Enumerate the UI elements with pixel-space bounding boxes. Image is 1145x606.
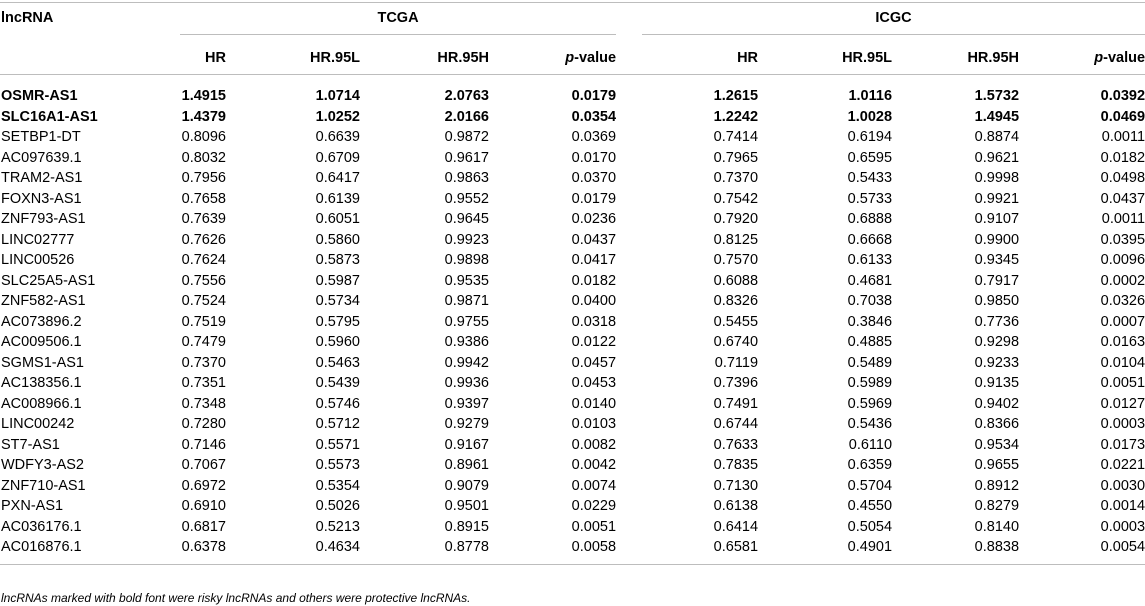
lncrna-name-cell: SGMS1-AS1	[1, 354, 84, 371]
icgc-hr95l-cell: 0.5489	[847, 354, 893, 371]
tcga-hr-cell: 0.7348	[181, 395, 226, 412]
tcga-hr95l-cell: 0.5795	[315, 313, 360, 330]
tcga-pvalue-cell: 0.0140	[571, 395, 617, 412]
icgc-pvalue-header: p-value	[1019, 41, 1145, 75]
icgc-hr95h-cell: 0.9402	[974, 395, 1020, 412]
icgc-hr95h-cell: 0.9655	[974, 457, 1020, 474]
table-row	[0, 127, 1145, 148]
icgc-hr95l-cell: 0.5969	[847, 395, 893, 412]
tcga-hr95h-cell: 0.9755	[444, 313, 489, 330]
tcga-pvalue-cell: 0.0236	[571, 211, 617, 228]
tcga-hr95h-cell: 0.9552	[444, 190, 489, 207]
tcga-hr95h-cell: 0.8778	[444, 539, 489, 556]
lncrna-name-cell: SLC16A1-AS1	[1, 108, 98, 125]
tcga-hr-cell: 0.8032	[181, 149, 226, 166]
table-row	[0, 353, 1145, 374]
lncrna-name-cell: TRAM2-AS1	[1, 170, 83, 187]
tcga-hr95l-cell: 0.5960	[315, 334, 360, 351]
lncrna-name-cell: ZNF582-AS1	[1, 293, 86, 310]
table-row	[0, 189, 1145, 210]
icgc-hr95h-cell: 0.8279	[974, 498, 1020, 515]
icgc-hr-cell: 0.6581	[713, 539, 759, 556]
tcga-pvalue-cell: 0.0058	[571, 539, 617, 556]
tcga-hr95l-header: HR.95L	[226, 41, 360, 75]
lncrna-name-cell: OSMR-AS1	[1, 88, 78, 105]
icgc-hr-cell: 0.7370	[713, 170, 759, 187]
icgc-hr-cell: 0.7414	[713, 129, 759, 146]
icgc-pvalue-cell: 0.0173	[1100, 436, 1145, 453]
icgc-hr95l-cell: 1.0116	[848, 88, 893, 105]
icgc-hr95h-cell: 0.7917	[974, 272, 1020, 289]
tcga-hr-cell: 0.8096	[181, 129, 226, 146]
tcga-hr95l-cell: 0.5571	[315, 436, 360, 453]
tcga-group-header: TCGA	[377, 10, 419, 26]
tcga-hr95l-cell: 0.6709	[315, 149, 360, 166]
icgc-hr-cell: 0.7920	[713, 211, 759, 228]
table-row	[0, 332, 1145, 353]
tcga-hr95l-cell: 0.6417	[315, 170, 360, 187]
icgc-hr-cell: 0.6414	[713, 518, 759, 535]
icgc-hr95h-cell: 0.8140	[974, 518, 1020, 535]
icgc-pvalue-cell: 0.0163	[1100, 334, 1145, 351]
icgc-pvalue-cell: 0.0054	[1100, 539, 1145, 556]
lncrna-name-cell: AC008966.1	[1, 395, 82, 412]
tcga-hr-cell: 1.4379	[181, 108, 226, 125]
tcga-hr95l-cell: 0.6639	[315, 129, 360, 146]
icgc-hr-cell: 0.7965	[713, 149, 759, 166]
tcga-pvalue-cell: 0.0318	[571, 313, 617, 330]
tcga-hr-cell: 0.7956	[181, 170, 226, 187]
icgc-hr-cell: 0.7119	[714, 354, 759, 371]
table-row	[0, 496, 1145, 517]
icgc-pvalue-cell: 0.0003	[1100, 518, 1145, 535]
icgc-hr-cell: 0.8326	[713, 293, 759, 310]
tcga-hr-cell: 0.6972	[181, 477, 226, 494]
icgc-hr95h-cell: 0.9345	[974, 252, 1020, 269]
tcga-pvalue-cell: 0.0417	[571, 252, 617, 269]
icgc-hr95l-cell: 0.4550	[847, 498, 893, 515]
icgc-hr95l-cell: 0.5436	[847, 416, 893, 433]
icgc-hr-cell: 0.7633	[713, 436, 759, 453]
table-row	[0, 373, 1145, 394]
icgc-hr95l-cell: 0.3846	[847, 313, 893, 330]
icgc-hr95h-cell: 0.9850	[974, 293, 1020, 310]
icgc-pvalue-cell: 0.0182	[1100, 149, 1145, 166]
icgc-hr95h-cell: 0.9534	[974, 436, 1020, 453]
lncrna-name-cell: ZNF793-AS1	[1, 211, 86, 228]
table-row	[0, 148, 1145, 169]
tcga-hr95l-cell: 0.6051	[315, 211, 360, 228]
icgc-hr-cell: 0.6744	[713, 416, 759, 433]
icgc-pvalue-cell: 0.0498	[1100, 170, 1145, 187]
tcga-hr95h-cell: 0.9645	[444, 211, 489, 228]
icgc-hr-cell: 0.5455	[713, 313, 759, 330]
lncrna-name-cell: SLC25A5-AS1	[1, 272, 96, 289]
icgc-hr-cell: 0.7542	[713, 190, 759, 207]
lncrna-name-cell: AC009506.1	[1, 334, 82, 351]
icgc-hr95h-cell: 0.8366	[974, 416, 1020, 433]
icgc-pvalue-cell: 0.0002	[1100, 272, 1145, 289]
lncrna-name-cell: AC097639.1	[1, 149, 82, 166]
tcga-pvalue-cell: 0.0042	[571, 457, 617, 474]
icgc-hr-cell: 0.7396	[713, 375, 759, 392]
icgc-hr95l-cell: 0.5054	[847, 518, 893, 535]
table-row	[0, 291, 1145, 312]
lncrna-name-cell: FOXN3-AS1	[1, 190, 82, 207]
icgc-hr-cell: 0.7570	[713, 252, 759, 269]
icgc-hr-cell: 0.6138	[713, 498, 759, 515]
tcga-pvalue-cell: 0.0082	[571, 436, 617, 453]
tcga-pvalue-cell: 0.0370	[571, 170, 617, 187]
icgc-hr95l-cell: 0.6133	[847, 252, 893, 269]
tcga-hr-cell: 0.7524	[181, 293, 226, 310]
icgc-pvalue-cell: 0.0469	[1100, 108, 1145, 125]
tcga-hr95h-cell: 0.8961	[444, 457, 489, 474]
tcga-hr95l-cell: 0.5463	[315, 354, 360, 371]
icgc-hr95h-cell: 0.8912	[974, 477, 1020, 494]
lncrna-name-cell: LINC02777	[1, 231, 75, 248]
icgc-hr95l-cell: 1.0028	[847, 108, 893, 125]
table-row	[0, 537, 1145, 558]
tcga-hr95h-cell: 0.9079	[444, 477, 489, 494]
tcga-pvalue-cell: 0.0400	[571, 293, 617, 310]
tcga-hr95h-cell: 0.8915	[444, 518, 489, 535]
table-row	[0, 394, 1145, 415]
tcga-hr-cell: 0.7626	[181, 231, 226, 248]
icgc-hr95h-cell: 0.8838	[974, 539, 1020, 556]
tcga-hr95l-cell: 0.5746	[315, 395, 360, 412]
tcga-hr95h-header: HR.95H	[360, 41, 489, 75]
icgc-hr-cell: 0.7835	[713, 457, 759, 474]
tcga-hr95h-cell: 0.9942	[444, 354, 489, 371]
tcga-hr95h-cell: 0.9279	[444, 416, 489, 433]
icgc-hr95l-cell: 0.5433	[847, 170, 893, 187]
tcga-pvalue-cell: 0.0369	[571, 129, 617, 146]
icgc-hr95h-cell: 0.9998	[974, 170, 1020, 187]
table-row	[0, 250, 1145, 271]
tcga-hr95l-cell: 0.5734	[315, 293, 360, 310]
icgc-pvalue-cell: 0.0011	[1101, 211, 1145, 228]
icgc-hr95h-cell: 0.7736	[974, 313, 1020, 330]
table-row	[0, 230, 1145, 251]
icgc-hr95h-cell: 0.9107	[974, 211, 1020, 228]
table-row	[0, 414, 1145, 435]
table-footnote: lncRNAs marked with bold font were risky lncRNAs and others were protective lncRNAs.	[1, 591, 471, 605]
icgc-hr95h-cell: 0.9298	[974, 334, 1020, 351]
tcga-hr95l-cell: 0.5439	[315, 375, 360, 392]
tcga-hr-cell: 0.7658	[181, 190, 226, 207]
lncrna-name-cell: AC138356.1	[1, 375, 82, 392]
icgc-pvalue-cell: 0.0392	[1100, 88, 1145, 105]
table-row	[0, 435, 1145, 456]
tcga-hr95l-cell: 1.0252	[315, 108, 360, 125]
icgc-hr95h-cell: 0.9621	[974, 149, 1020, 166]
tcga-hr-cell: 0.6378	[181, 539, 226, 556]
tcga-hr-cell: 0.7639	[181, 211, 226, 228]
table-row	[0, 312, 1145, 333]
tcga-hr-cell: 1.4915	[181, 88, 226, 105]
table-row	[0, 455, 1145, 476]
tcga-hr95h-cell: 2.0166	[444, 108, 489, 125]
table-row	[0, 476, 1145, 497]
icgc-hr95h-cell: 0.9135	[974, 375, 1020, 392]
tcga-hr95l-cell: 0.5987	[315, 272, 360, 289]
lncrna-name-cell: AC073896.2	[1, 313, 82, 330]
icgc-hr95l-cell: 0.6359	[847, 457, 893, 474]
tcga-pvalue-cell: 0.0170	[571, 149, 617, 166]
tcga-pvalue-cell: 0.0457	[571, 354, 617, 371]
tcga-hr95h-cell: 0.9535	[444, 272, 489, 289]
tcga-hr95l-cell: 0.5573	[315, 457, 360, 474]
tcga-hr95l-cell: 0.5873	[315, 252, 360, 269]
lncrna-name-cell: ZNF710-AS1	[1, 477, 86, 494]
icgc-pvalue-cell: 0.0007	[1100, 313, 1145, 330]
table-row	[0, 271, 1145, 292]
lncrna-name-cell: WDFY3-AS2	[1, 457, 84, 474]
tcga-pvalue-cell: 0.0122	[571, 334, 617, 351]
icgc-hr95h-cell: 0.9900	[974, 231, 1020, 248]
icgc-hr95l-cell: 0.4681	[847, 272, 893, 289]
tcga-hr95h-cell: 0.9923	[444, 231, 489, 248]
icgc-hr95l-cell: 0.5704	[847, 477, 893, 494]
results-table	[0, 2, 1145, 565]
tcga-hr95h-cell: 0.9872	[444, 129, 489, 146]
tcga-hr95h-cell: 2.0763	[444, 88, 489, 105]
tcga-pvalue-cell: 0.0354	[571, 108, 617, 125]
tcga-hr-cell: 0.7146	[181, 436, 226, 453]
tcga-hr95l-cell: 0.5026	[315, 498, 360, 515]
icgc-hr95l-cell: 0.4901	[847, 539, 893, 556]
icgc-hr-cell: 1.2242	[713, 108, 759, 125]
lncrna-name-cell: AC016876.1	[1, 539, 82, 556]
tcga-hr95h-cell: 0.9936	[444, 375, 489, 392]
icgc-hr95l-cell: 0.6668	[847, 231, 893, 248]
tcga-hr95l-cell: 0.4634	[315, 539, 360, 556]
icgc-hr95l-cell: 0.6595	[847, 149, 893, 166]
icgc-pvalue-cell: 0.0395	[1100, 231, 1145, 248]
icgc-hr95h-cell: 0.8874	[974, 129, 1020, 146]
tcga-hr-header: HR	[160, 41, 226, 75]
tcga-pvalue-cell: 0.0437	[571, 231, 617, 248]
icgc-hr-cell: 0.7130	[713, 477, 759, 494]
icgc-hr95l-header: HR.95L	[758, 41, 892, 75]
icgc-hr-cell: 0.8125	[713, 231, 759, 248]
icgc-pvalue-cell: 0.0437	[1100, 190, 1145, 207]
icgc-pvalue-cell: 0.0096	[1100, 252, 1145, 269]
lncrna-column-header: lncRNA	[0, 3, 160, 42]
icgc-hr-header: HR	[616, 41, 758, 75]
tcga-hr95h-cell: 0.9898	[444, 252, 489, 269]
tcga-hr95h-cell: 0.9871	[444, 293, 489, 310]
table-row	[0, 107, 1145, 128]
icgc-pvalue-cell: 0.0003	[1100, 416, 1145, 433]
tcga-hr95h-cell: 0.9386	[444, 334, 489, 351]
icgc-hr95h-cell: 1.5732	[974, 88, 1020, 105]
tcga-pvalue-cell: 0.0179	[571, 88, 617, 105]
icgc-pvalue-cell: 0.0011	[1101, 129, 1145, 146]
tcga-pvalue-cell: 0.0103	[571, 416, 617, 433]
icgc-hr95h-cell: 1.4945	[974, 108, 1020, 125]
lncrna-name-cell: AC036176.1	[1, 518, 82, 535]
icgc-hr95l-cell: 0.6110	[848, 436, 893, 453]
icgc-pvalue-cell: 0.0326	[1100, 293, 1145, 310]
lncrna-name-cell: LINC00526	[1, 252, 75, 269]
tcga-hr95h-cell: 0.9617	[444, 149, 489, 166]
icgc-hr95l-cell: 0.4885	[847, 334, 893, 351]
icgc-hr-cell: 0.6088	[713, 272, 759, 289]
tcga-hr-cell: 0.6910	[181, 498, 226, 515]
tcga-pvalue-cell: 0.0179	[571, 190, 617, 207]
icgc-pvalue-cell: 0.0030	[1100, 477, 1145, 494]
icgc-hr95h-cell: 0.9233	[974, 354, 1020, 371]
tcga-pvalue-header: p-value	[489, 41, 616, 75]
icgc-hr95l-cell: 0.7038	[847, 293, 893, 310]
tcga-hr95l-cell: 0.5860	[315, 231, 360, 248]
lncrna-name-cell: LINC00242	[1, 416, 75, 433]
tcga-hr-cell: 0.7624	[181, 252, 226, 269]
icgc-hr95h-cell: 0.9921	[974, 190, 1020, 207]
tcga-hr95l-cell: 0.5712	[315, 416, 360, 433]
tcga-hr-cell: 0.7479	[181, 334, 226, 351]
tcga-hr-cell: 0.7351	[181, 375, 226, 392]
icgc-pvalue-cell: 0.0221	[1100, 457, 1145, 474]
tcga-pvalue-cell: 0.0229	[571, 498, 617, 515]
lncrna-name-cell: SETBP1-DT	[1, 129, 81, 146]
table-row	[0, 86, 1145, 107]
icgc-hr-cell: 0.6740	[713, 334, 759, 351]
tcga-hr95h-cell: 0.9501	[444, 498, 489, 515]
tcga-hr95l-cell: 1.0714	[315, 88, 360, 105]
table-row	[0, 168, 1145, 189]
icgc-pvalue-cell: 0.0104	[1100, 354, 1145, 371]
icgc-hr-cell: 0.7491	[713, 395, 759, 412]
icgc-pvalue-cell: 0.0127	[1100, 395, 1145, 412]
tcga-pvalue-cell: 0.0051	[571, 518, 617, 535]
tcga-hr-cell: 0.7556	[181, 272, 226, 289]
tcga-pvalue-cell: 0.0074	[571, 477, 617, 494]
tcga-pvalue-cell: 0.0182	[571, 272, 617, 289]
tcga-hr-cell: 0.7519	[181, 313, 226, 330]
table-row	[0, 209, 1145, 230]
lncrna-name-cell: PXN-AS1	[1, 498, 64, 515]
icgc-hr95l-cell: 0.5989	[847, 375, 893, 392]
tcga-hr95l-cell: 0.5354	[315, 477, 360, 494]
icgc-pvalue-cell: 0.0051	[1100, 375, 1145, 392]
tcga-hr95l-cell: 0.5213	[315, 518, 360, 535]
tcga-hr95h-cell: 0.9397	[444, 395, 489, 412]
tcga-hr95l-cell: 0.6139	[315, 190, 360, 207]
icgc-hr95l-cell: 0.6194	[847, 129, 893, 146]
tcga-hr95h-cell: 0.9167	[444, 436, 489, 453]
lncrna-name-cell: ST7-AS1	[1, 436, 60, 453]
icgc-pvalue-cell: 0.0014	[1100, 498, 1145, 515]
icgc-hr95l-cell: 0.6888	[847, 211, 893, 228]
tcga-hr95h-cell: 0.9863	[444, 170, 489, 187]
icgc-hr-cell: 1.2615	[713, 88, 759, 105]
icgc-hr95l-cell: 0.5733	[847, 190, 893, 207]
tcga-hr-cell: 0.6817	[181, 518, 226, 535]
icgc-group-header: ICGC	[875, 10, 912, 26]
tcga-hr-cell: 0.7370	[181, 354, 226, 371]
tcga-hr-cell: 0.7067	[181, 457, 226, 474]
table-row	[0, 517, 1145, 538]
icgc-hr95h-header: HR.95H	[892, 41, 1019, 75]
tcga-pvalue-cell: 0.0453	[571, 375, 617, 392]
tcga-hr-cell: 0.7280	[181, 416, 226, 433]
